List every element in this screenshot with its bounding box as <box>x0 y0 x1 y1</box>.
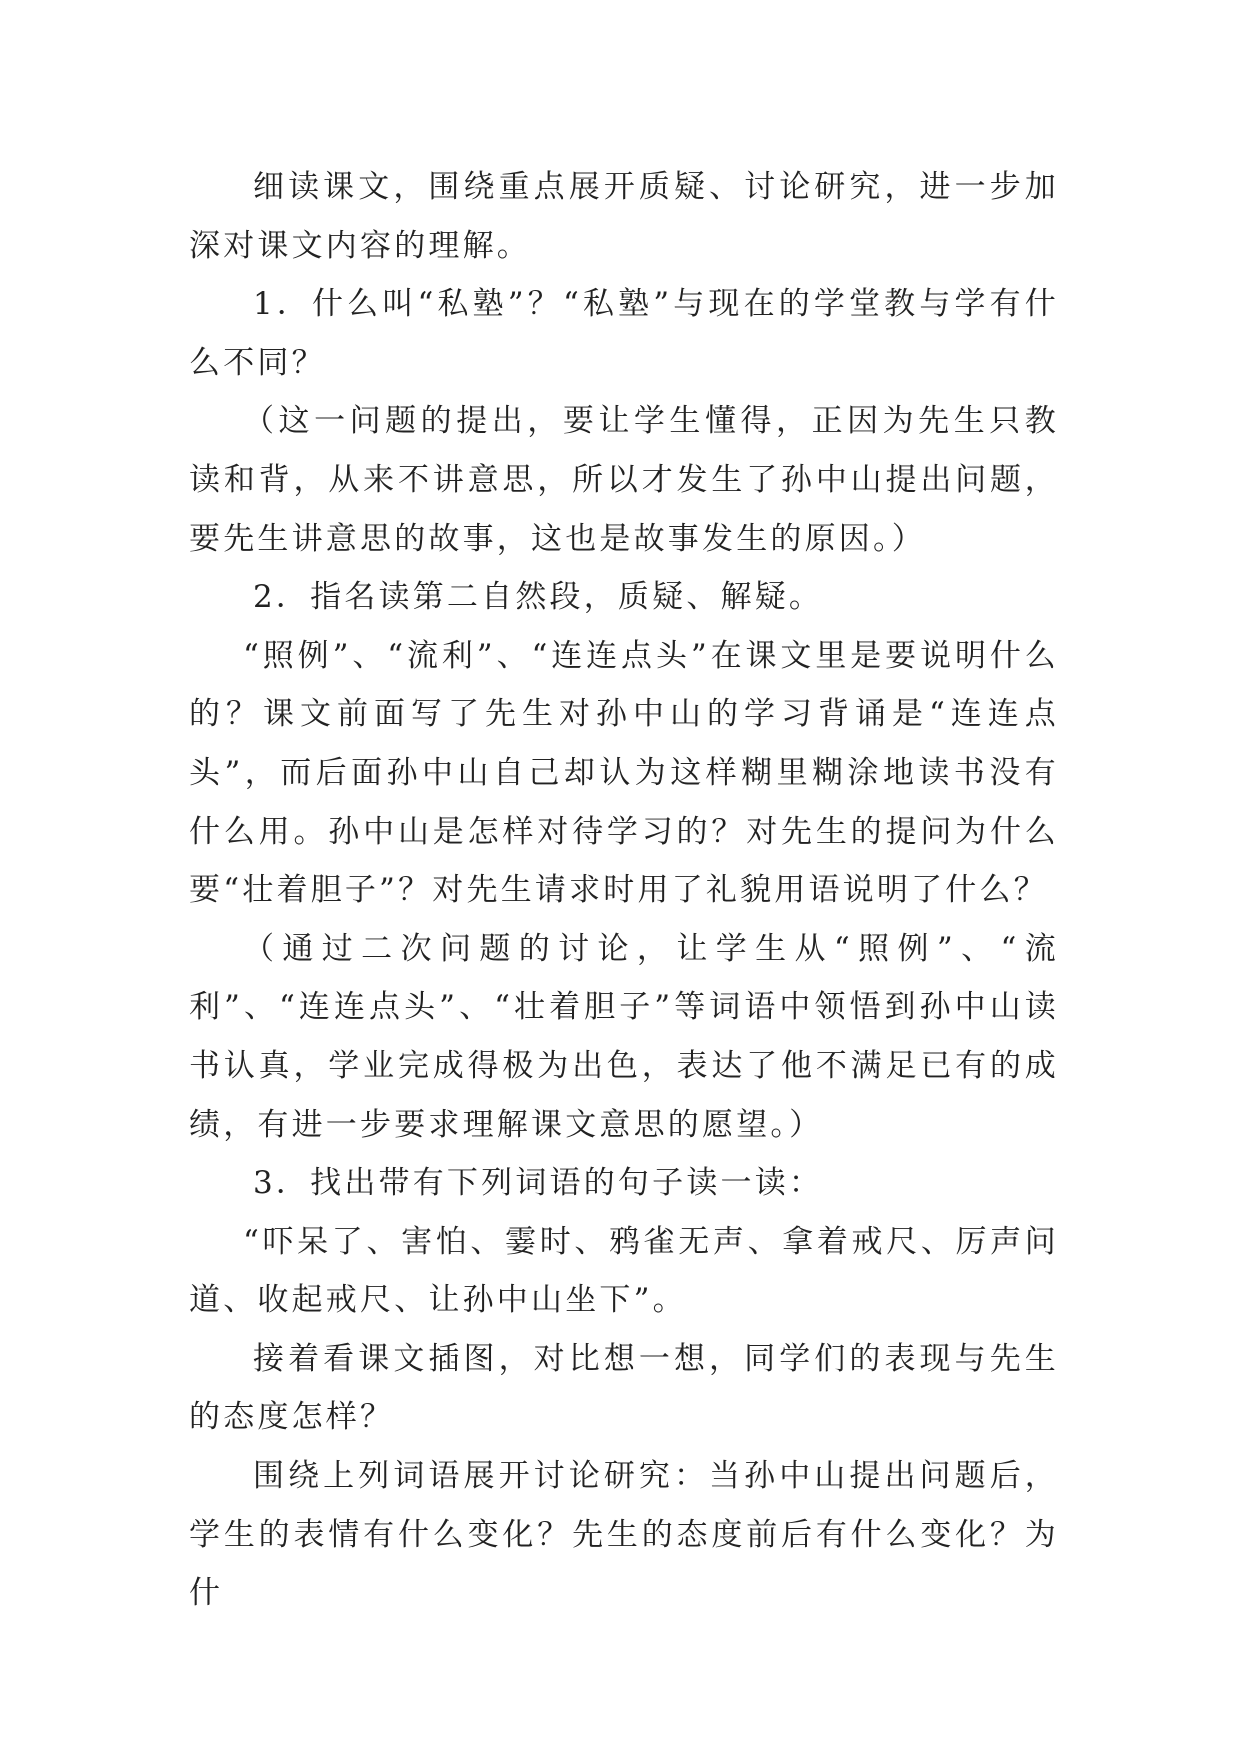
paragraph-discussion-3: 围绕上列词语展开讨论研究：当孙中山提出问题后，学生的表情有什么变化？先生的态度前后有什么变化？为什 <box>189 1458 1059 1612</box>
paragraph-discussion-2: “照例”、“流利”、“连连点头”在课文里是要说明什么的？课文前面写了先生对孙中山的学习背诵是“连连点头”，而后面孙中山自己却认为这样糊里糊涂地读书没有什么用。孙中山是怎样对待学习的？对先生的提问为什么要“壮着胆子”？对先生请求时用了礼貌用语说明了什么？ <box>189 637 1059 909</box>
paragraph-intro: 细读课文，围绕重点展开质疑、讨论研究，进一步加深对课文内容的理解。 <box>189 169 1059 264</box>
paragraph-question-1: 1．什么叫“私塾”？“私塾”与现在的学堂教与学有什么不同？ <box>189 286 1059 381</box>
paragraph-note-2: （通过二次问题的讨论，让学生从“照例”、“流利”、“连连点头”、“壮着胆子”等词语中领悟到孙中山读书认真，学业完成得极为出色，表达了他不满足已有的成绩，有进一步要求理解课文意思的愿望。） <box>189 930 1059 1143</box>
paragraph-word-list: “吓呆了、害怕、霎时、鸦雀无声、拿着戒尺、厉声问道、收起戒尺、让孙中山坐下”。 <box>189 1223 1059 1319</box>
document-body <box>189 158 1059 1623</box>
paragraph-question-2: 2．指名读第二自然段，质疑、解疑。 <box>253 579 824 616</box>
paragraph-note-1: （这一问题的提出，要让学生懂得，正因为先生只教读和背，从来不讲意思，所以才发生了孙中山提出问题，要先生讲意思的故事，这也是故事发生的原因。） <box>189 403 1059 557</box>
paragraph-illustration: 接着看课文插图，对比想一想，同学们的表现与先生的态度怎样？ <box>189 1340 1059 1436</box>
paragraph-question-3: 3．找出带有下列词语的句子读一读： <box>253 1165 824 1202</box>
